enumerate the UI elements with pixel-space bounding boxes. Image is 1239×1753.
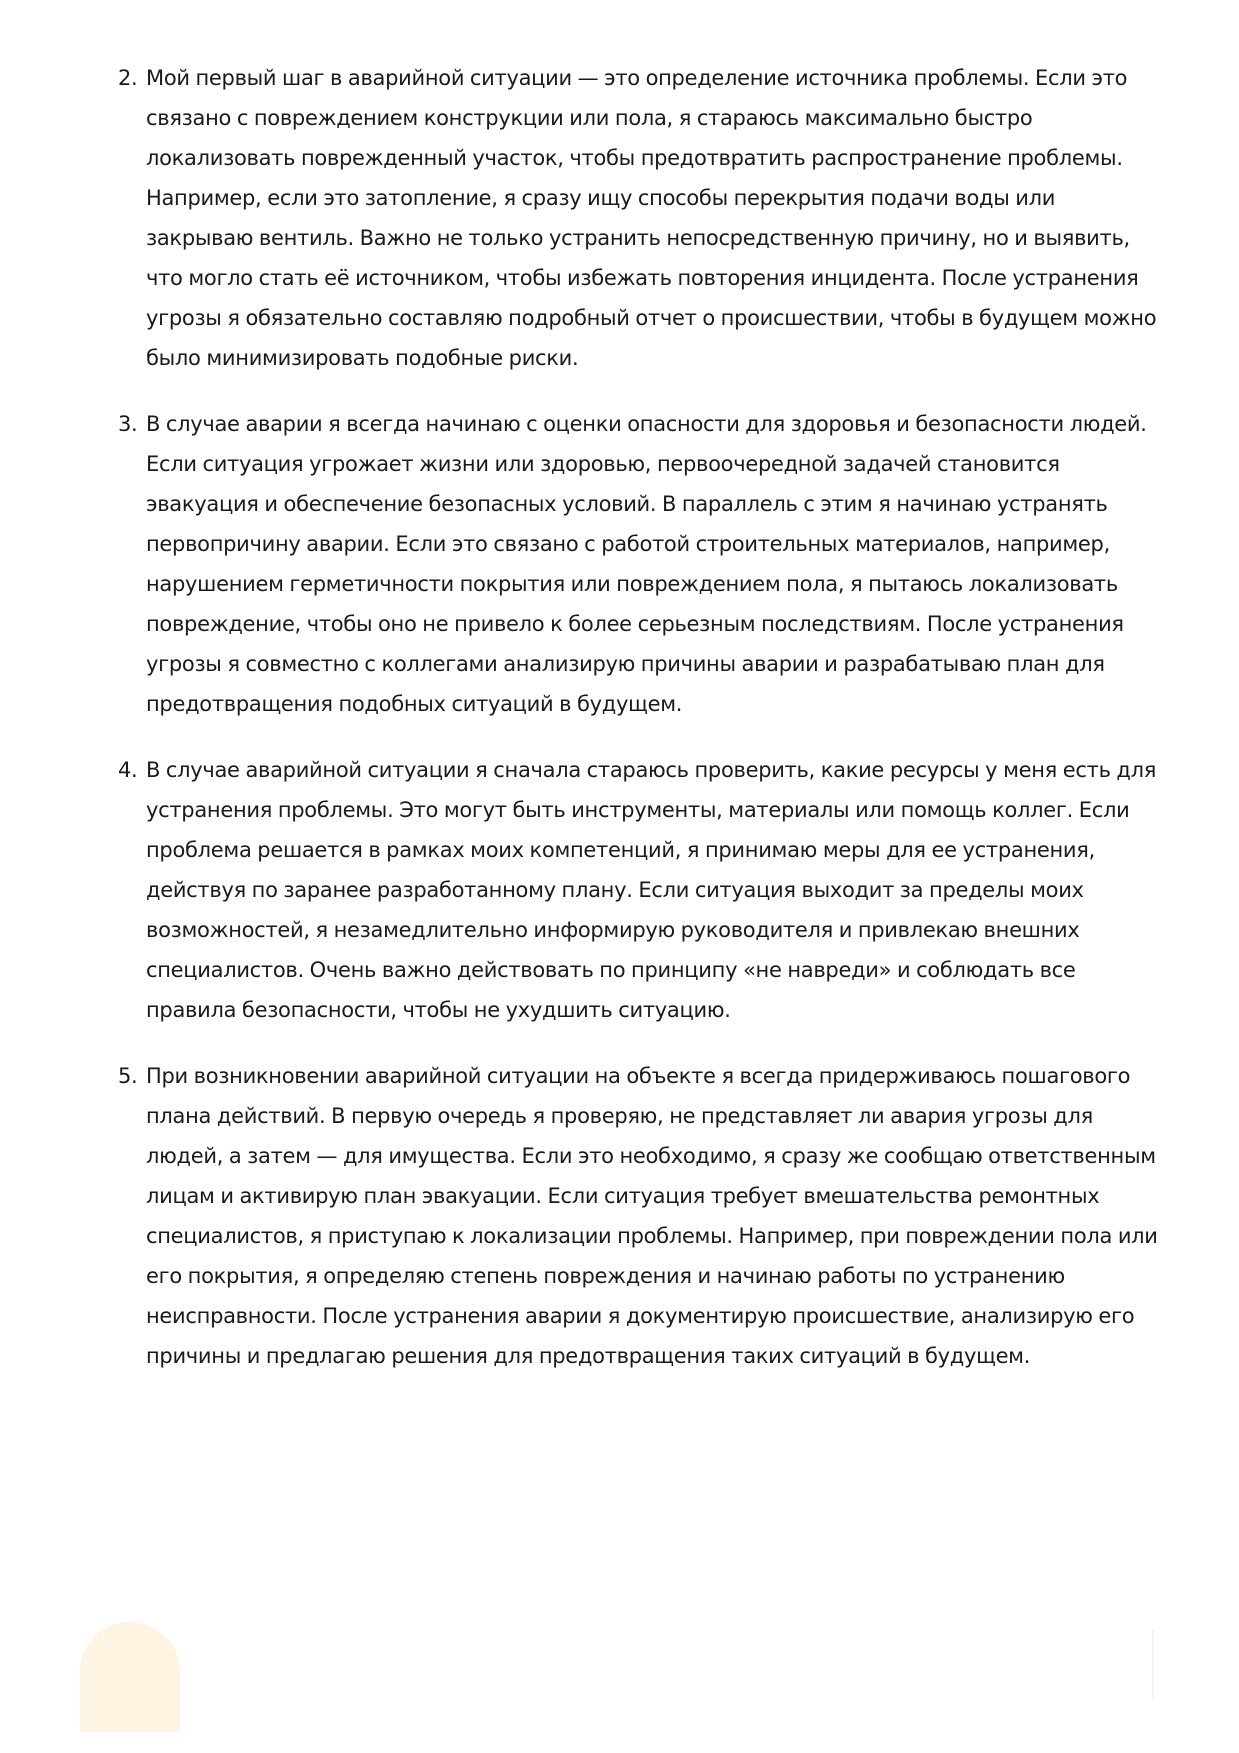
list-item [118,404,1158,724]
item-number: 3. [118,412,138,436]
list-item [118,1056,1158,1376]
list-item [118,58,1158,378]
item-number: 2. [118,66,138,90]
item-number: 4. [118,758,138,782]
item-text: Мой первый шаг в аварийной ситуации — это определение источника проблемы. Если это связано с повреждением конструкции или пола, я стараюсь максимально быстро локализовать поврежденный участок, чтобы предотвратить распространение проблемы. Например, если это затопление, я сразу ищу способы перекрытия подачи воды или закрываю вентиль. Важно не только устранить непосредственную причину, но и выявить, что могло стать её источником, чтобы избежать повторения инцидента. После устранения угрозы я обязательно составляю подробный отчет о происшествии, чтобы в будущем можно было минимизировать подобные риски. [146,66,1157,370]
list-item [118,750,1158,1030]
item-text: В случае аварии я всегда начинаю с оценки опасности для здоровья и безопасности людей. Если ситуация угрожает жизни или здоровью, первоочередной задачей становится эвакуация и обеспечение безопасных условий. В параллель с этим я начинаю устранять первопричину аварии. Если это связано с работой строительных материалов, например, нарушением герметичности покрытия или повреждением пола, я пытаюсь локализовать повреждение, чтобы оно не привело к более серьезным последствиям. После устранения угрозы я совместно с коллегами анализирую причины аварии и разрабатываю план для предотвращения подобных ситуаций в будущем. [146,412,1147,716]
item-number: 5. [118,1064,138,1088]
answer-list [118,58,1158,1402]
edge-divider [1152,1630,1154,1700]
item-text: При возникновении аварийной ситуации на объекте я всегда придерживаюсь пошагового плана действий. В первую очередь я проверяю, не представляет ли авария угрозы для людей, а затем — для имущества. Если это необходимо, я сразу же сообщаю ответственным лицам и активирую план эвакуации. Если ситуация требует вмешательства ремонтных специалистов, я приступаю к локализации проблемы. Например, при повреждении пола или его покрытия, я определяю степень повреждения и начинаю работы по устранению неисправности. После устранения аварии я документирую происшествие, анализирую его причины и предлагаю решения для предотвращения таких ситуаций в будущем. [146,1064,1158,1368]
item-text: В случае аварийной ситуации я сначала стараюсь проверить, какие ресурсы у меня есть для устранения проблемы. Это могут быть инструменты, материалы или помощь коллег. Если проблема решается в рамках моих компетенций, я принимаю меры для ее устранения, действуя по заранее разработанному плану. Если ситуация выходит за пределы моих возможностей, я незамедлительно информирую руководителя и привлекаю внешних специалистов. Очень важно действовать по принципу «не навреди» и соблюдать все правила безопасности, чтобы не ухудшить ситуацию. [146,758,1157,1022]
corner-decoration [80,1622,180,1732]
